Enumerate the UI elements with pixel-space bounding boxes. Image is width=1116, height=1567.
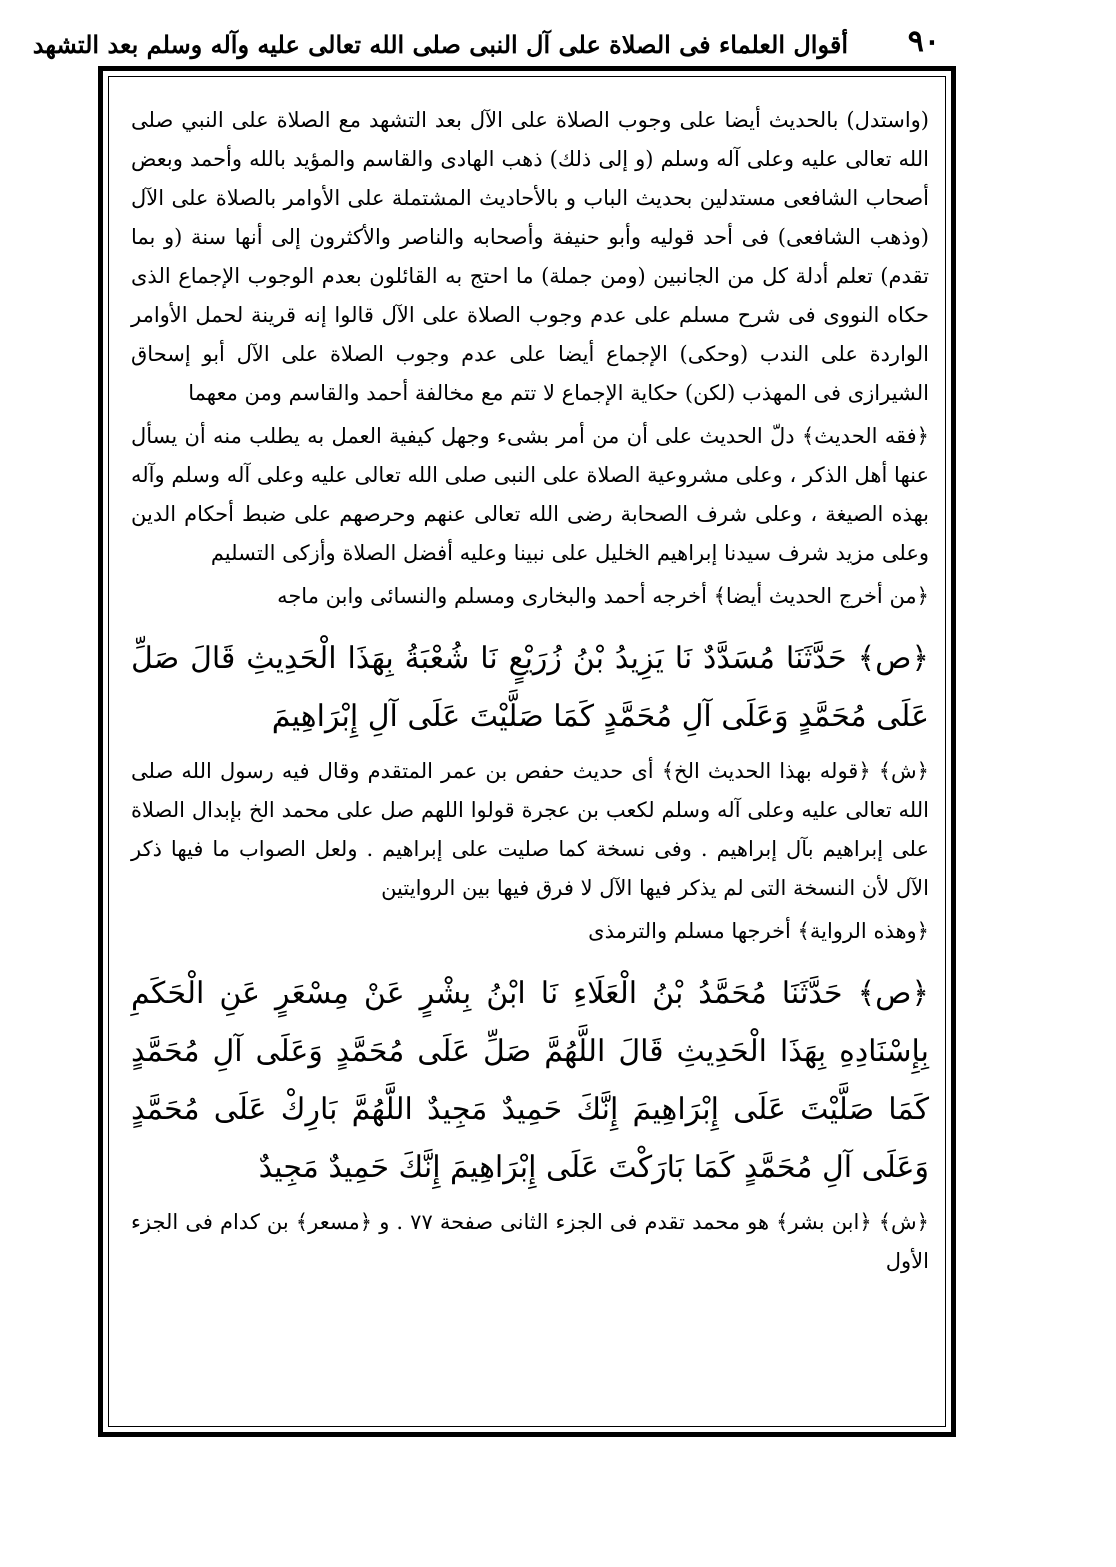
paragraph-scholarly-opinions: (واستدل) بالحديث أيضا على وجوب الصلاة على الآل بعد التشهد مع الصلاة على النبي صلى الله تعالى عليه وعلى آله وسلم (و إلى ذلك) ذهب الهادى والقاسم والمؤيد بالله وأحمد وبعض أصحاب الشافعى مستدلين بحديث الباب و بالأحاديث المشتملة على الأوامر بالصلاة على الآل (وذهب الشافعى) فى أحد قوليه وأبو حنيفة وأصحابه والناصر والأكثرون إلى أنها سنة (و بما تقدم) تعلم أدلة كل من الجانبين (ومن جملة) ما احتج به القائلون بعدم الوجوب الإجماع الذى حكاه النووى فى شرح مسلم على عدم وجوب الصلاة على الآل قالوا إنه قرينة لحمل الأوامر الواردة على الندب (وحكى) الإجماع أيضا على عدم وجوب الصلاة على الآل أبو إسحاق الشيرازى فى المهذب (لكن) حكاية الإجماع لا تتم مع مخالفة أحمد والقاسم ومن معهما [131, 108, 929, 405]
paragraph-narrators: ﴿من أخرج الحديث أيضا﴾ أخرجه أحمد والبخارى ومسلم والنسائى وابن ماجه [277, 584, 929, 608]
paragraph-commentary-2: ﴿ش﴾ ﴿ابن بشر﴾ هو محمد تقدم فى الجزء الثانى صفحة ٧٧ . و ﴿مسعر﴾ بن كدام فى الجزء الأول [131, 1210, 929, 1273]
text-frame [98, 66, 956, 1437]
body-text [131, 101, 929, 1281]
page-header [32, 22, 940, 66]
paragraph-this-narration: ﴿وهذه الرواية﴾ أخرجها مسلم والترمذى [588, 919, 929, 943]
hadith-text-1: ﴿ص﴾ حَدَّثَنَا مُسَدَّدٌ نَا يَزِيدُ بْنُ زُرَيْعٍ نَا شُعْبَةُ بِهَذَا الْحَدِيثِ قَالَ صَلِّ عَلَى مُحَمَّدٍ وَعَلَى آلِ مُحَمَّدٍ كَمَا صَلَّيْتَ عَلَى آلِ إِبْرَاهِيمَ [131, 641, 929, 734]
running-title: أقوال العلماء فى الصلاة على آل النبى صلى الله تعالى عليه وآله وسلم بعد التشهد [32, 30, 848, 59]
paragraph-commentary-1: ﴿ش﴾ ﴿قوله بهذا الحديث الخ﴾ أى حديث حفص بن عمر المتقدم وقال فيه رسول الله صلى الله تعالى عليه وعلى آله وسلم لكعب بن عجرة قولوا اللهم صل على محمد الخ بإبدال الصلاة على إبراهيم بآل إبراهيم . وفى نسخة كما صليت على إبراهيم . ولعل الصواب ما فيها ذكر الآل لأن النسخة التى لم يذكر فيها الآل لا فرق فيها بين الروايتين [131, 759, 929, 900]
hadith-text-2: ﴿ص﴾ حَدَّثَنَا مُحَمَّدُ بْنُ الْعَلَاءِ نَا ابْنُ بِشْرٍ عَنْ مِسْعَرٍ عَنِ الْحَكَمِ بِإِسْنَادِهِ بِهَذَا الْحَدِيثِ قَالَ اللَّهُمَّ صَلِّ عَلَى مُحَمَّدٍ وَعَلَى آلِ مُحَمَّدٍ كَمَا صَلَّيْتَ عَلَى إِبْرَاهِيمَ إِنَّكَ حَمِيدٌ مَجِيدٌ اللَّهُمَّ بَارِكْ عَلَى مُحَمَّدٍ وَعَلَى آلِ مُحَمَّدٍ كَمَا بَارَكْتَ عَلَى إِبْرَاهِيمَ إِنَّكَ حَمِيدٌ مَجِيدٌ [131, 976, 929, 1185]
paragraph-fiqh-of-hadith: ﴿فقه الحديث﴾ دلّ الحديث على أن من أمر بشىء وجهل كيفية العمل به يطلب منه أن يسأل عنها أهل الذكر ، وعلى مشروعية الصلاة على النبى صلى الله تعالى عليه وعلى آله وسلم وآله بهذه الصيغة ، وعلى شرف الصحابة رضى الله تعالى عنهم وحرصهم على ضبط أحكام الدين وعلى مزيد شرف سيدنا إبراهيم الخليل على نبينا وعليه أفضل الصلاة وأزكى التسليم [131, 424, 929, 565]
page-number: ٩٠ [907, 24, 940, 59]
